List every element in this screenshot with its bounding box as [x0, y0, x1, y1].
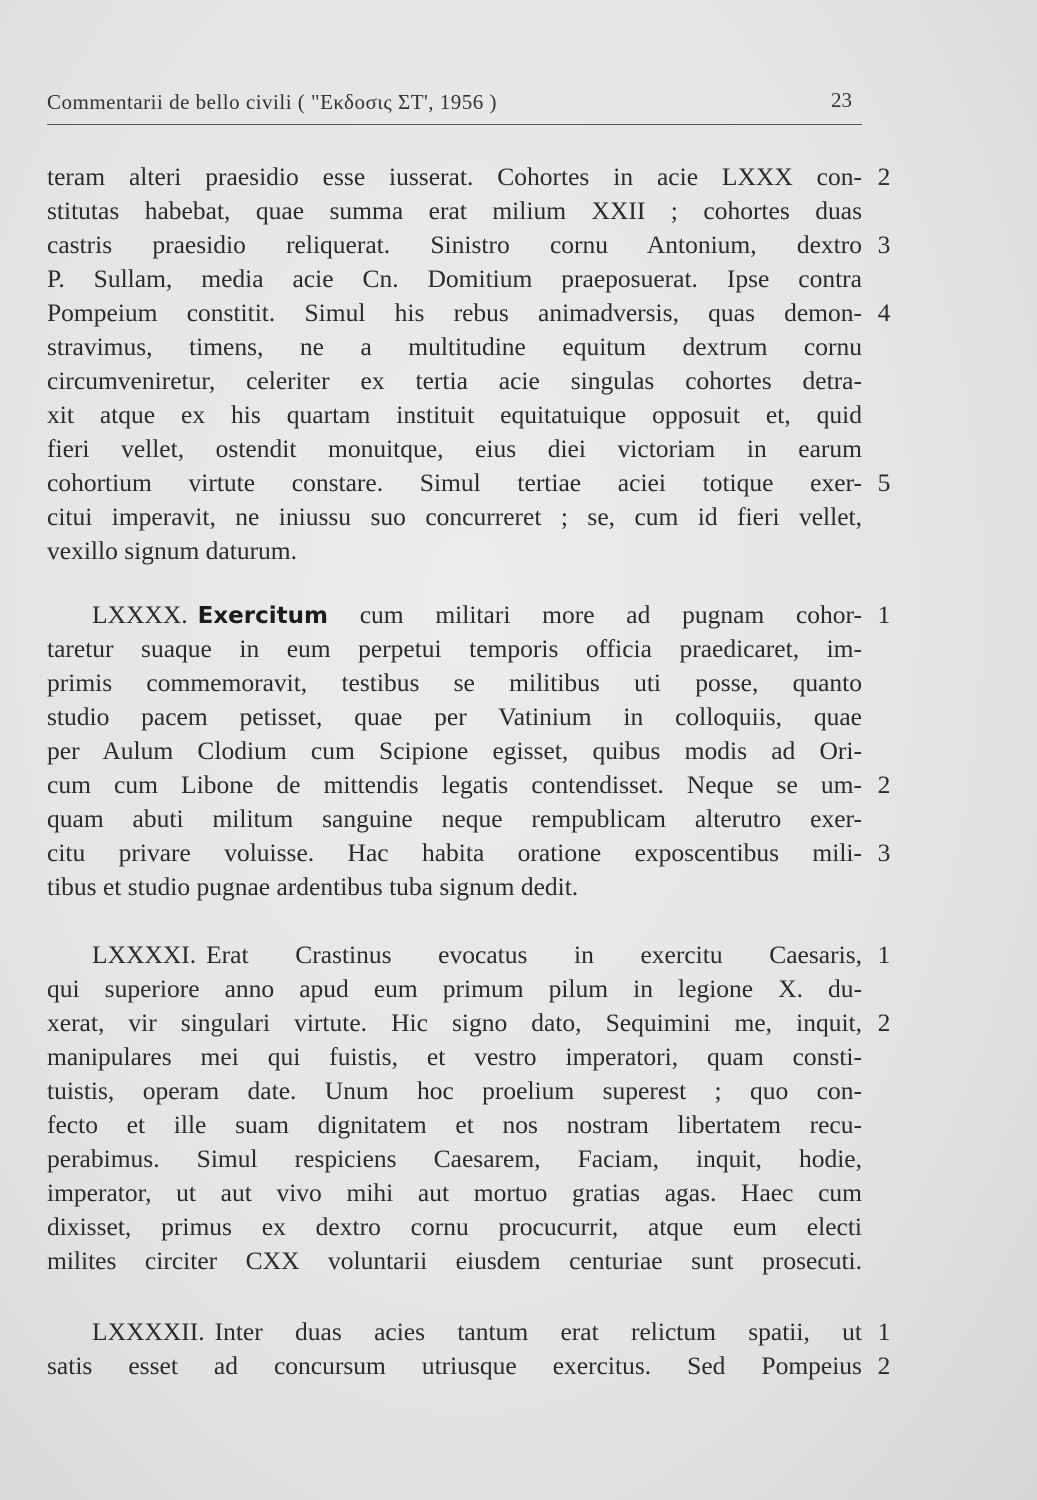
text-line: circumveniretur, celeriter ex tertia acie singulas cohortes detra-: [47, 366, 862, 395]
text-line: stitutas habebat, quae summa erat milium XXII ; cohortes duas: [47, 196, 862, 225]
text-line: taretur suaque in eum perpetui temporis officia praedicaret, im-: [47, 634, 862, 663]
margin-number: 2: [877, 770, 891, 799]
text-span: Inter duas acies tantum erat relictum spatii, ut: [214, 1317, 862, 1346]
text-line: xerat, vir singulari virtute. Hic signo dato, Sequimini me, inquit,: [47, 1008, 862, 1037]
section-first-line: [47, 938, 862, 972]
text-line: vexillo signum daturum.: [47, 536, 298, 565]
text-line: xit atque ex his quartam instituit equitatuique opposuit et, quid: [47, 400, 862, 429]
text-line: fieri vellet, ostendit monuitque, eius diei victoriam in earum: [47, 434, 862, 463]
text-line: studio pacem petisset, quae per Vatinium in colloquiis, quae: [47, 702, 862, 731]
section-number: LXXXXI.: [92, 940, 197, 969]
section-lead-word: Exercitum: [197, 603, 328, 629]
margin-number: 2: [877, 1008, 891, 1037]
page-number: 23: [831, 88, 852, 112]
margin-number: 4: [877, 298, 891, 327]
text-line: quam abuti militum sanguine neque rempublicam alterutro exer-: [47, 804, 862, 833]
text-line: Pompeium constitit. Simul his rebus animadversis, quas demon-: [47, 298, 862, 327]
text-line: manipulares mei qui fuistis, et vestro imperatori, quam consti-: [47, 1042, 862, 1071]
running-head-title: Commentarii de bello civili ( "Εκδοσις ΣΤ', 1956 ): [47, 90, 498, 114]
text-line: fecto et ille suam dignitatem et nos nostram libertatem recu-: [47, 1110, 862, 1139]
running-head: [47, 90, 862, 125]
margin-number: 2: [877, 1351, 891, 1380]
text-line: tuistis, operam date. Unum hoc proelium superest ; quo con-: [47, 1076, 862, 1105]
text-line: cohortium virtute constare. Simul tertiae aciei totique exer-: [47, 468, 862, 497]
text-line: per Aulum Clodium cum Scipione egisset, quibus modis ad Ori-: [47, 736, 862, 765]
text-line: citu privare voluisse. Hac habita oratione exposcentibus mili-: [47, 838, 862, 867]
margin-number: 1: [877, 940, 891, 969]
section-first-line: [47, 1315, 862, 1349]
text-line: dixisset, primus ex dextro cornu procucurrit, atque eum electi: [47, 1212, 862, 1241]
text-line: primis commemoravit, testibus se militibus uti posse, quanto: [47, 668, 862, 697]
text-line: qui superiore anno apud eum primum pilum in legione X. du-: [47, 974, 862, 1003]
text-line: P. Sullam, media acie Cn. Domitium praeposuerat. Ipse contra: [47, 264, 862, 293]
text-line: tibus et studio pugnae ardentibus tuba signum dedit.: [47, 872, 579, 901]
text-line: milites circiter CXX voluntarii eiusdem centuriae sunt prosecuti.: [47, 1246, 862, 1275]
section-number: LXXXX.: [92, 600, 188, 629]
margin-number: 2: [877, 162, 891, 191]
text-line: castris praesidio reliquerat. Sinistro cornu Antonium, dextro: [47, 230, 862, 259]
text-line: cum cum Libone de mittendis legatis contendisset. Neque se um-: [47, 770, 862, 799]
text-span: Erat Crastinus evocatus in exercitu Caesaris,: [206, 940, 862, 969]
text-line: teram alteri praesidio esse iusserat. Cohortes in acie LXXX con-: [47, 162, 862, 191]
section-number: LXXXXII.: [92, 1317, 205, 1346]
text-line: satis esset ad concursum utriusque exercitus. Sed Pompeius: [47, 1351, 862, 1380]
margin-number: 5: [877, 468, 891, 497]
text-line: stravimus, timens, ne a multitudine equitum dextrum cornu: [47, 332, 862, 361]
margin-number: 3: [877, 230, 891, 259]
text-line: perabimus. Simul respiciens Caesarem, Faciam, inquit, hodie,: [47, 1144, 862, 1173]
text-span: cum militari more ad pugnam cohor-: [359, 600, 862, 629]
section-first-line: [47, 598, 862, 632]
text-line: citui imperavit, ne iniussu suo concurreret ; se, cum id fieri vellet,: [47, 502, 862, 531]
margin-number: 3: [877, 838, 891, 867]
text-line: imperator, ut aut vivo mihi aut mortuo gratias agas. Haec cum: [47, 1178, 862, 1207]
margin-number: 1: [877, 600, 891, 629]
margin-number: 1: [877, 1317, 891, 1346]
